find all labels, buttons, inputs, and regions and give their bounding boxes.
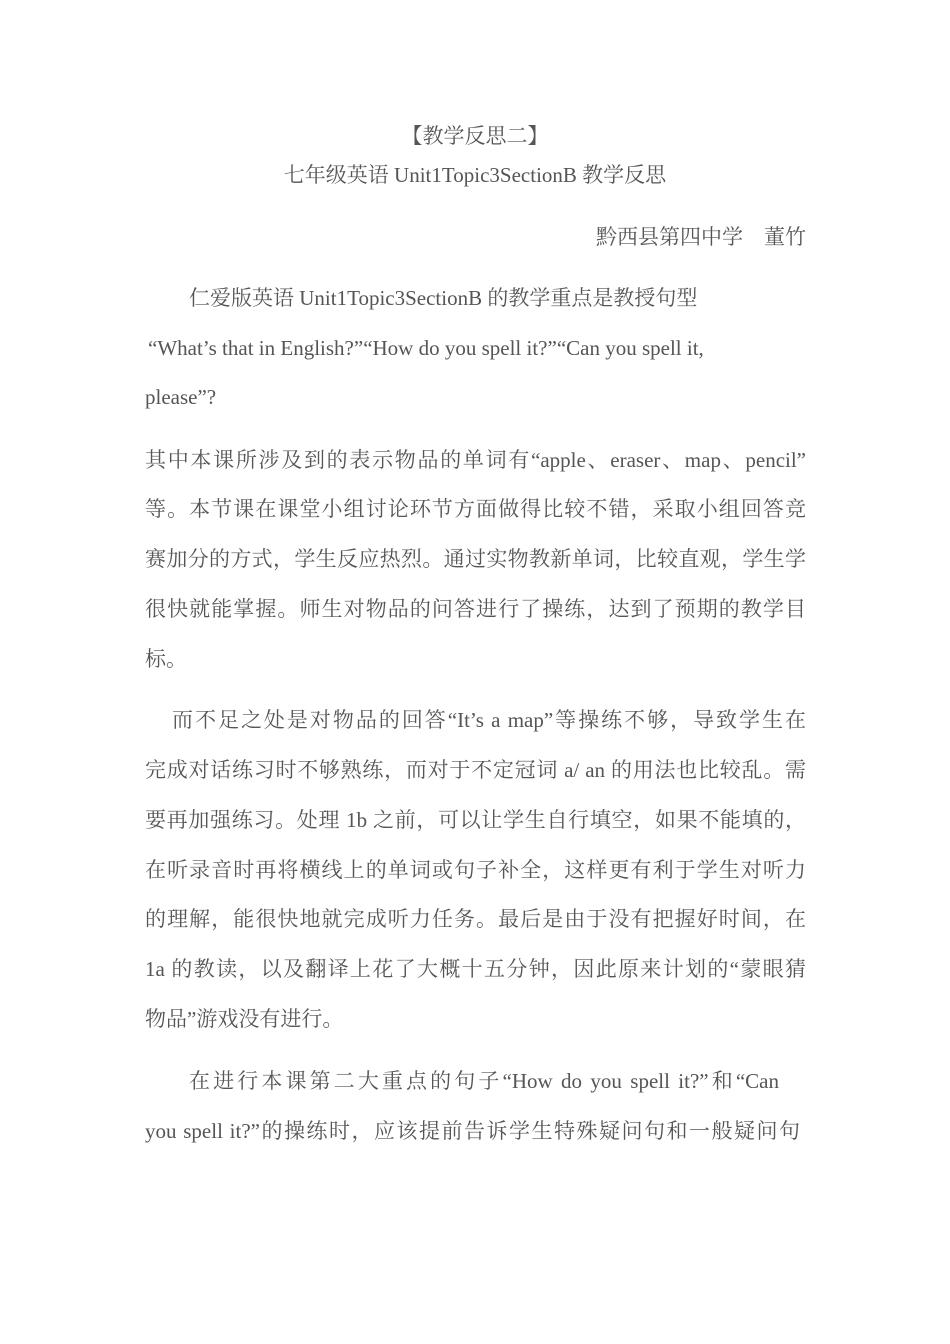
paragraph-line: 在听录音时再将横线上的单词或句子补全，这样更有利于学生对听力: [145, 858, 806, 882]
paragraph-line: 等。本节课在课堂小组讨论环节方面做得比较不错，采取小组回答竞: [145, 497, 806, 521]
section-heading: 【教学反思二】: [401, 124, 549, 148]
paragraph-line: 很快就能掌握。师生对物品的问答进行了操练，达到了预期的教学目: [145, 597, 806, 621]
paragraph-line: “What’s that in English?”“How do you spell it?”“Can you spell it,: [148, 336, 704, 360]
author-line: 黔西县第四中学 董竹: [596, 225, 806, 249]
paragraph-line: please”?: [145, 385, 217, 409]
paragraph-line: 仁爱版英语 Unit1Topic3SectionB 的教学重点是教授句型: [189, 286, 698, 310]
paragraph-line: 其中本课所涉及到的表示物品的单词有“apple、eraser、map、pencil”: [145, 448, 806, 472]
paragraph-line: you spell it?”的操练时，应该提前告诉学生特殊疑问句和一般疑问句: [145, 1119, 800, 1143]
paragraph-line: 标。: [145, 647, 187, 671]
paragraph-line: 的理解，能很快地就完成听力任务。最后是由于没有把握好时间，在: [145, 907, 806, 931]
paragraph-line: 物品”游戏没有进行。: [145, 1007, 344, 1031]
paragraph-line: 赛加分的方式，学生反应热烈。通过实物教新单词，比较直观，学生学: [145, 547, 806, 571]
paragraph-line: 而不足之处是对物品的回答“It’s a map”等操练不够，导致学生在: [172, 708, 806, 732]
paragraph-line: 完成对话练习时不够熟练，而对于不定冠词 a/ an 的用法也比较乱。需: [145, 758, 806, 782]
paragraph-line: 在进行本课第二大重点的句子“How do you spell it?”和“Can: [189, 1069, 779, 1093]
paragraph-line: 要再加强练习。处理 1b 之前，可以让学生自行填空，如果不能填的，: [145, 808, 806, 832]
document-title: 七年级英语 Unit1Topic3SectionB 教学反思: [283, 163, 667, 187]
paragraph-line: 1a 的教读，以及翻译上花了大概十五分钟，因此原来计划的“蒙眼猜: [145, 957, 806, 981]
